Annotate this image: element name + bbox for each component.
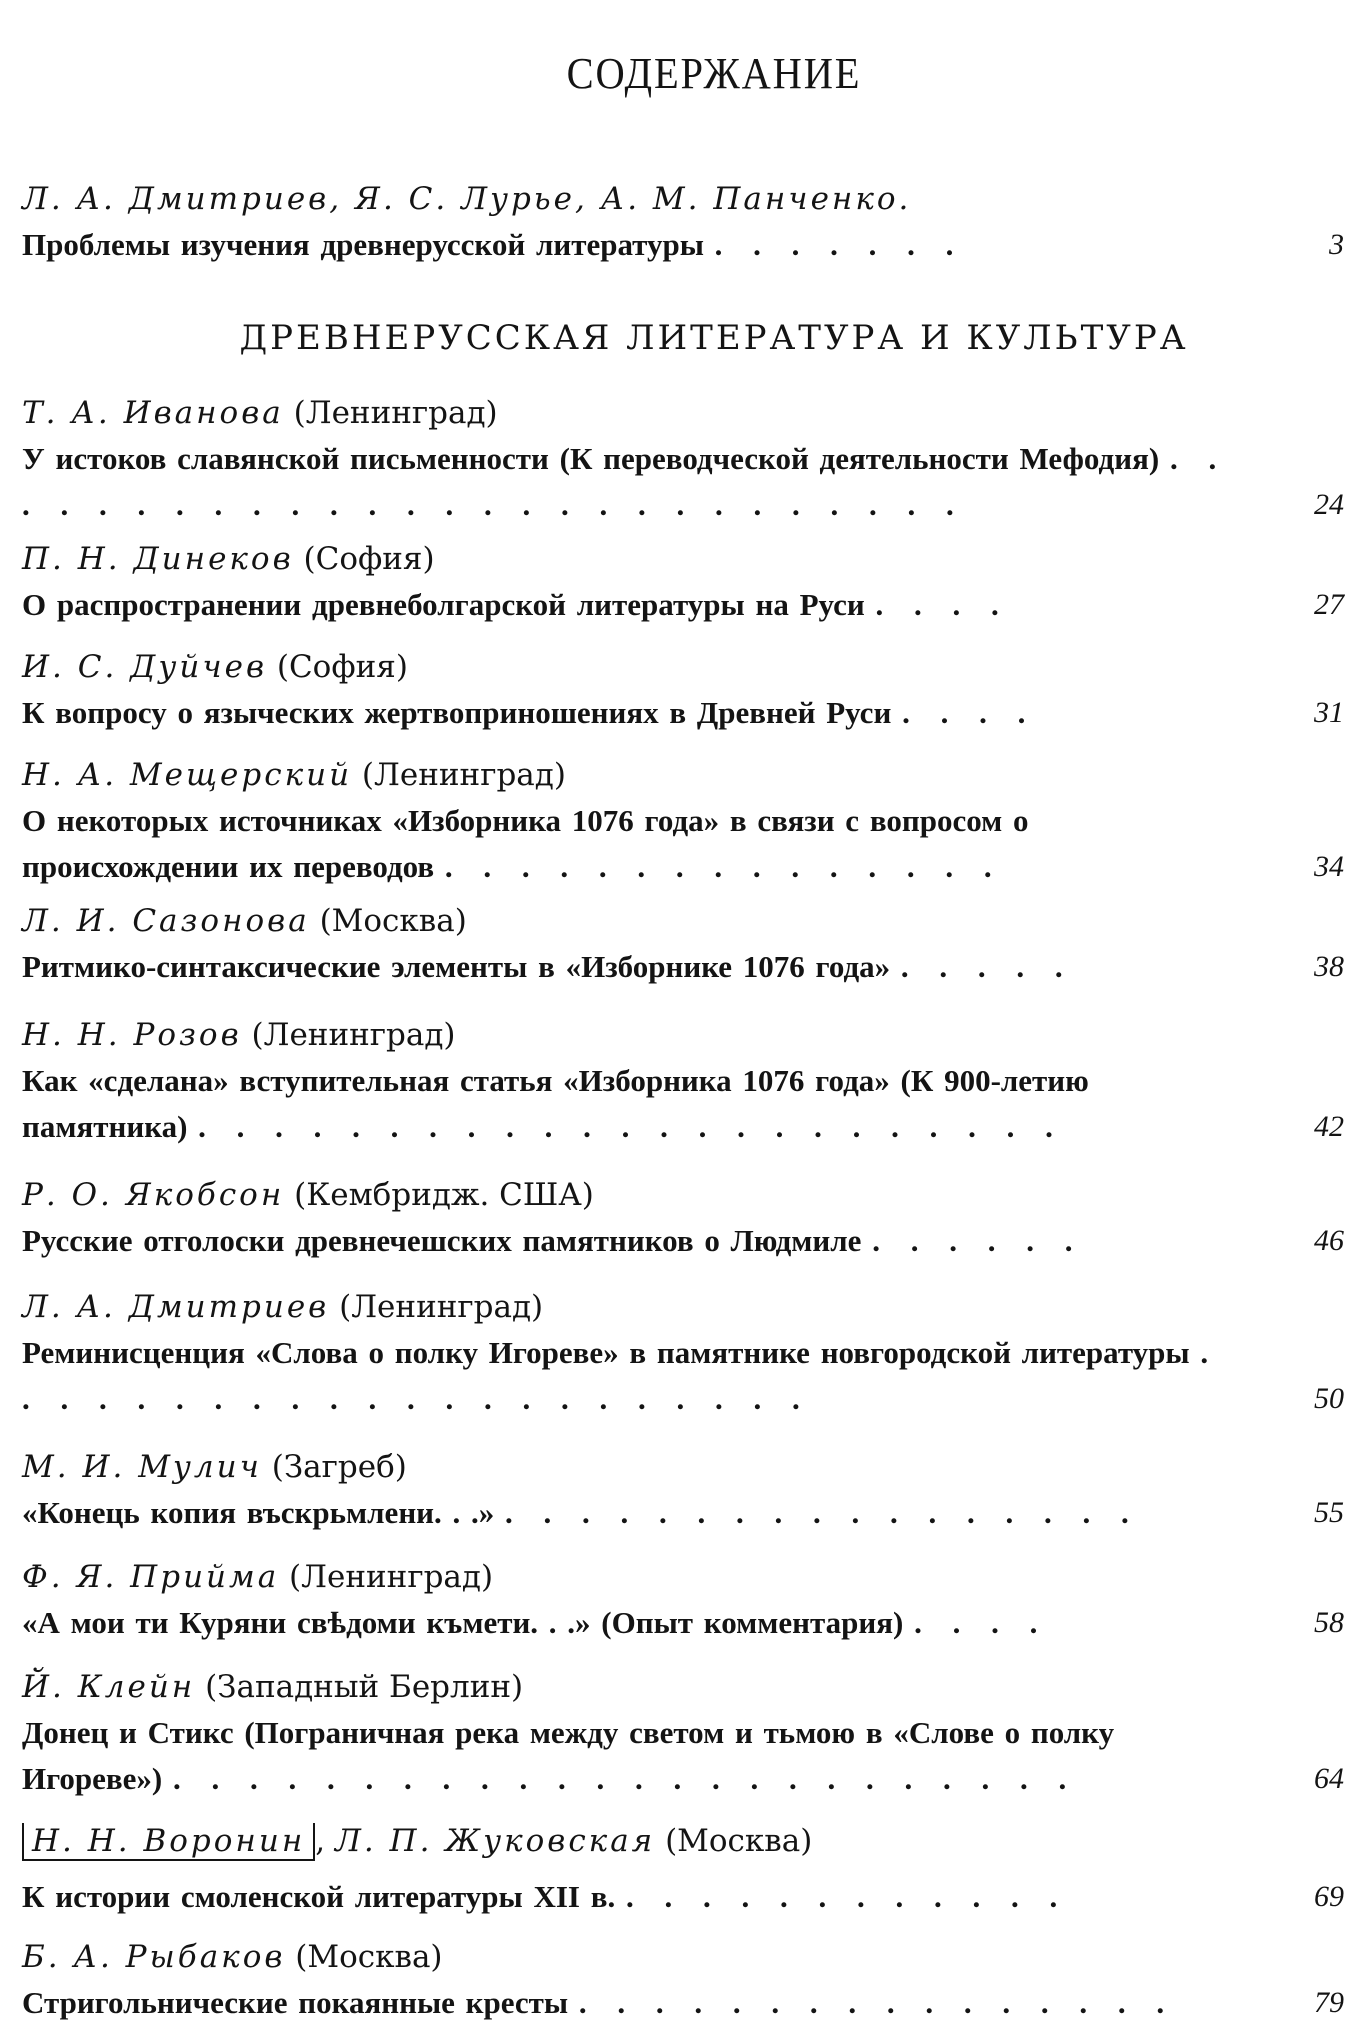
entry-city: (София) [303,541,435,577]
entry-author: П. Н. Динеков [22,541,294,577]
entry-title: Ритмико-синтаксические элементы в «Изборнике 1076 года» [22,949,891,984]
entry-author: Т. А. Иванова [22,395,284,431]
entry-page-number: 55 [1314,1496,1344,1529]
entry-author: М. И. Мулич [22,1449,262,1485]
entry-page-number: 64 [1314,1762,1344,1795]
entry-city: (Ленинград) [361,757,566,793]
toc-entry [22,752,1344,890]
entry-title: О некоторых источниках «Изборника 1076 года» в связи с вопросом о происхождении их переводов [22,803,1029,884]
toc-entry [22,1444,1344,1536]
leader-dots: . . . . . . . [714,227,964,262]
entry-page-number: 42 [1314,1110,1344,1143]
toc-entry [22,1172,1344,1264]
entry-city: (Москва) [295,1939,443,1975]
toc-entry [22,898,1344,990]
entry-author: Л. А. Дмитриев, Я. С. Лурье, А. М. Панченко. [22,181,912,217]
entry-author: Л. И. Сазонова [22,903,310,939]
entry-author: Р. О. Якобсон [22,1177,285,1213]
page-title: СОДЕРЖАНИЕ [566,49,862,98]
entry-page-number: 31 [1314,696,1344,729]
entry-author: Н. Н. Розов [22,1017,242,1053]
entry-title: Как «сделана» вступительная статья «Изборника 1076 года» (К 900-летию памятника) [22,1063,1089,1144]
leader-dots: . . . . . . . . . . . . . . . . . [505,1495,1139,1530]
leader-dots: . . . . . . . . . . . . . . . . . . . . . . . . [173,1761,1077,1796]
leader-dots: . . . . . . . . . . . . . . . . . . . . . . . . . . . [22,441,1227,522]
entry-author: Л. А. Дмитриев [22,1289,330,1325]
toc-entry-intro [22,176,1344,268]
leader-dots: . . . . . [900,949,1073,984]
toc-entry [22,1284,1344,1422]
entry-city: (София) [276,649,408,685]
entry-page-number: 27 [1314,588,1344,621]
entry-title: «А мои ти Куряни свѣдоми къмети. . .» (Опыт комментария) [22,1605,904,1640]
entry-author: Б. А. Рыбаков [22,1939,286,1975]
leader-dots: . . . . . . . . . . . . [625,1879,1068,1914]
toc-entry [22,644,1344,736]
entry-title: Донец и Стикс (Пограничная река между светом и тьмою в «Слове о полку Игореве») [22,1715,1115,1796]
entry-title: Стригольнические покаянные кресты [22,1985,569,2020]
leader-dots: . . . . [914,1605,1048,1640]
entry-city: (Ленинград) [293,395,498,431]
leader-dots: . . . . . . . . . . . . . . . . . . . . . . [22,1335,1219,1416]
entry-page-number: 3 [1329,228,1344,261]
leader-dots: . . . . . . [872,1223,1083,1258]
entry-author-boxed: Н. Н. Воронин [22,1823,315,1861]
entry-city: (Западный Берлин) [205,1669,524,1705]
entry-city: (Ленинград) [289,1559,494,1595]
entry-city: (Ленинград) [251,1017,456,1053]
entry-title: Реминисценция «Слова о полку Игореве» в памятнике новгородской литературы [22,1335,1190,1370]
entry-title: Русские отголоски древнечешских памятников о Людмиле [22,1223,862,1258]
entry-page-number: 34 [1314,850,1344,883]
entry-title: К вопросу о языческих жертвоприношениях в Древней Руси [22,695,892,730]
toc-page [22,0,1344,2043]
toc-entry [22,1664,1344,1802]
entry-page-number: 58 [1314,1606,1344,1639]
entry-page-number: 50 [1314,1382,1344,1415]
leader-dots: . . . . [902,695,1036,730]
entry-title: У истоков славянской письменности (К переводческой деятельности Мефодия) [22,441,1160,476]
entry-page-number: 38 [1314,950,1344,983]
entry-page-number: 46 [1314,1224,1344,1257]
entry-city: (Кембридж. США) [294,1177,594,1213]
entry-page-number: 69 [1314,1880,1344,1913]
toc-entry [22,1012,1344,1150]
toc-entry [22,390,1344,528]
toc-entry [22,1934,1344,2026]
toc-entry [22,536,1344,628]
entry-city: (Загреб) [271,1449,407,1485]
entry-page-number: 79 [1314,1986,1344,2019]
entry-title: «Конець копия въскрьмлени. . .» [22,1495,495,1530]
entry-author: Л. П. Жуковская [334,1823,656,1859]
entry-author: Й. Клейн [22,1669,196,1705]
toc-entry: Н. Н. Воронин , Л. П. Жуковская (Москва) К истории смоленской литературы XII в. . . . . . . . . . . . . 69 [22,1818,1344,1920]
leader-dots: . . . . . . . . . . . . . . . . . . . . . . . [198,1109,1063,1144]
toc-entry [22,1554,1344,1646]
section-title: ДРЕВНЕРУССКАЯ ЛИТЕРАТУРА И КУЛЬТУРА [239,318,1189,358]
entry-author: Ф. Я. Прийма [22,1559,280,1595]
entry-city: (Москва) [665,1823,813,1859]
leader-dots: . . . . . . . . . . . . . . . . [578,1985,1175,2020]
entry-author: Н. А. Мещерский [22,757,353,793]
entry-title: К истории смоленской литературы XII в. [22,1879,616,1914]
entry-author: И. С. Дуйчев [22,649,267,685]
entry-city: (Ленинград) [339,1289,544,1325]
entry-title: Проблемы изучения древнерусской литературы [22,227,704,262]
leader-dots: . . . . [875,587,1009,622]
entry-city: (Москва) [319,903,467,939]
entry-title: О распространении древнеболгарской литературы на Руси [22,587,865,622]
entry-page-number: 24 [1314,488,1344,521]
leader-dots: . . . . . . . . . . . . . . . [444,849,1002,884]
